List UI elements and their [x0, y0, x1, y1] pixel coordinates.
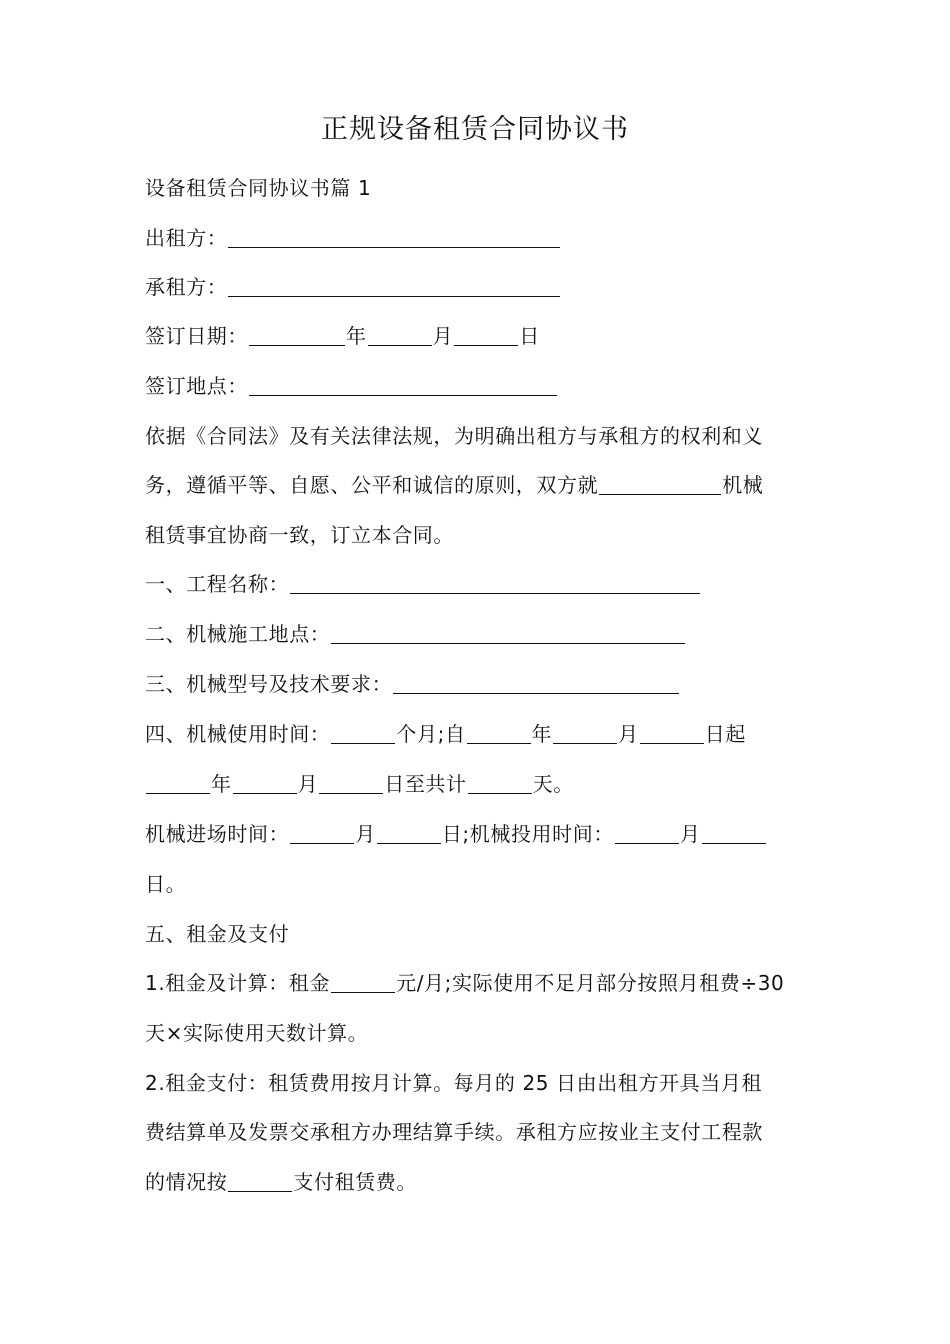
usage-month-blank — [553, 721, 617, 744]
project-name-line — [145, 569, 701, 599]
entry-day-text: 日;机械投用时间： — [441, 822, 614, 846]
pay-method-blank — [228, 1169, 292, 1192]
party-a-blank — [228, 225, 560, 248]
rent-calc-line-2: 天×实际使用天数计算。 — [145, 1021, 369, 1045]
party-b-blank — [228, 274, 560, 297]
sign-day-blank — [454, 323, 518, 346]
site-label: 二、机械施工地点： — [145, 622, 331, 646]
total-days-blank — [468, 771, 532, 794]
usage-year-blank — [467, 721, 531, 744]
machine-blank — [599, 472, 721, 495]
usage-months-text: 个月;自 — [396, 722, 466, 746]
end-month-text: 月 — [297, 772, 319, 796]
usage-time-label: 四、机械使用时间： — [145, 722, 331, 746]
usage-day-from-text: 日起 — [704, 722, 746, 746]
rent-pay-text-a: 的情况按 — [145, 1170, 228, 1194]
usage-months-blank — [331, 721, 395, 744]
end-year-text: 年 — [211, 772, 232, 796]
party-b-line — [145, 272, 561, 302]
document-title: 正规设备租赁合同协议书 — [321, 114, 629, 145]
rent-pay-line-1: 2.租金支付：租赁费用按月计算。每月的 25 日由出租方开具当月租 — [145, 1071, 763, 1095]
entry-time-end: 日。 — [145, 872, 187, 896]
rent-pay-line-3 — [145, 1167, 417, 1197]
sign-day-text: 日 — [519, 324, 540, 348]
model-blank — [393, 671, 679, 694]
sign-date-label: 签订日期： — [145, 324, 248, 348]
intro-line-2 — [145, 470, 763, 500]
model-label: 三、机械型号及技术要求： — [145, 672, 393, 696]
end-month-blank — [233, 771, 297, 794]
rent-pay-text-b: 支付租赁费。 — [293, 1170, 418, 1194]
rent-pay-line-2: 费结算单及发票交承租方办理结算手续。承租方应按业主支付工程款 — [145, 1120, 763, 1144]
usage-year-text: 年 — [531, 722, 553, 746]
site-line — [145, 619, 686, 649]
rent-calc-text: 元/月;实际使用不足月部分按照月租费÷30 — [396, 971, 785, 995]
rent-heading: 五、租金及支付 — [145, 922, 290, 946]
total-days-text: 天。 — [532, 772, 574, 796]
sign-place-label: 签订地点： — [145, 374, 248, 398]
usage-time-line-2 — [145, 769, 574, 799]
sign-year-blank — [249, 323, 345, 346]
use-month-text: 月 — [679, 822, 701, 846]
use-day-blank — [702, 821, 766, 844]
end-day-text: 日至共计 — [384, 772, 467, 796]
sign-date-line — [145, 321, 540, 351]
sign-year-text: 年 — [346, 324, 367, 348]
end-day-blank — [319, 771, 383, 794]
model-line — [145, 669, 680, 699]
use-month-blank — [615, 821, 679, 844]
usage-day-blank — [640, 721, 704, 744]
entry-time-line — [145, 819, 767, 849]
intro-line-2-end: 机械 — [722, 473, 764, 497]
intro-line-3: 租赁事宜协商一致，订立本合同。 — [145, 523, 454, 547]
sign-month-blank — [368, 323, 432, 346]
contract-subtitle: 设备租赁合同协议书篇 1 — [145, 176, 372, 200]
entry-month-blank — [290, 821, 354, 844]
rent-calc-label: 1.租金及计算：租金 — [145, 971, 331, 995]
entry-day-blank — [377, 821, 441, 844]
site-blank — [331, 621, 685, 644]
party-a-label: 出租方： — [145, 226, 228, 250]
usage-time-line-1 — [145, 719, 746, 749]
intro-line-1: 依据《合同法》及有关法律法规，为明确出租方与承租方的权利和义 — [145, 424, 763, 448]
project-name-label: 一、工程名称： — [145, 572, 290, 596]
sign-place-line — [145, 371, 558, 401]
entry-month-text: 月 — [355, 822, 376, 846]
intro-line-2-text: 务，遵循平等、自愿、公平和诚信的原则，双方就 — [145, 473, 599, 497]
rent-amount-blank — [331, 970, 395, 993]
entry-time-label: 机械进场时间： — [145, 822, 290, 846]
rent-calc-line-1 — [145, 968, 784, 998]
sign-place-blank — [249, 373, 557, 396]
party-b-label: 承租方： — [145, 275, 228, 299]
party-a-line — [145, 223, 561, 253]
project-name-blank — [290, 571, 700, 594]
usage-month-text: 月 — [618, 722, 639, 746]
sign-month-text: 月 — [432, 324, 454, 348]
end-year-blank — [146, 771, 210, 794]
